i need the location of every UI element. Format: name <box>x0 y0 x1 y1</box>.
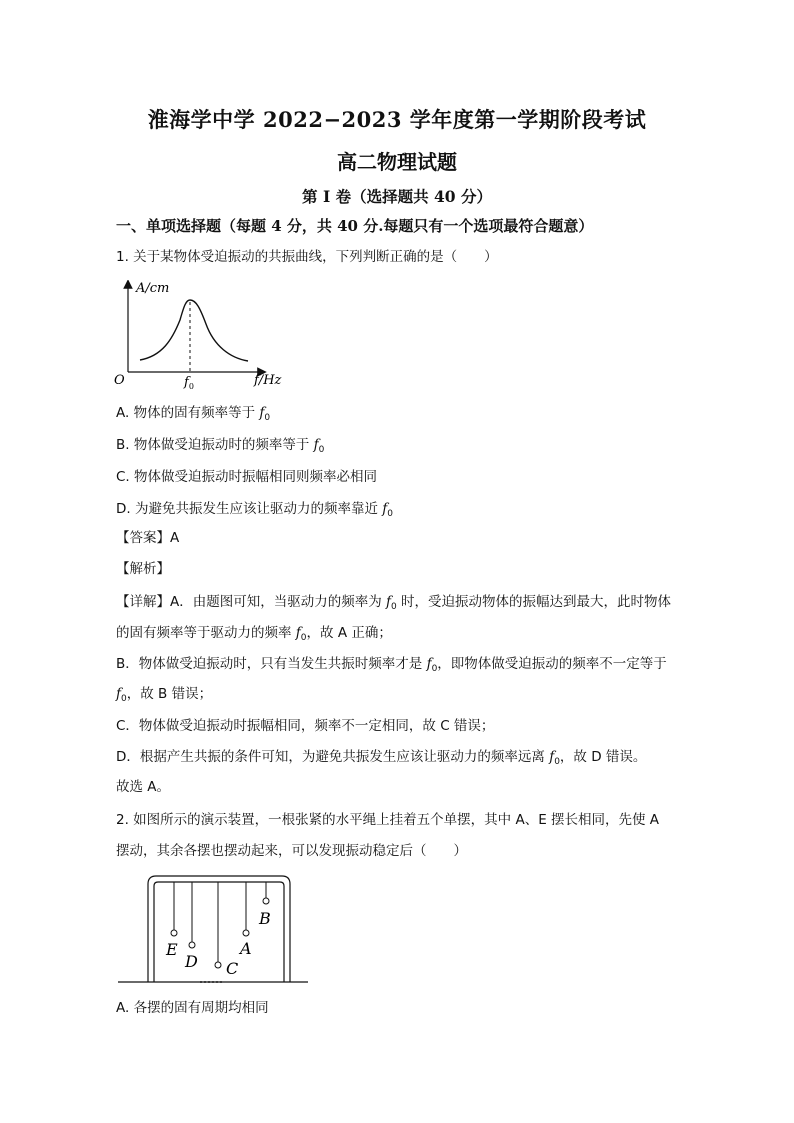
q1-detail-line-1: 【详解】A．由题图可知，当驱动力的频率为 $f_0$ 时，受迫振动物体的振幅达到最大，此时物体 <box>116 594 672 612</box>
q1-stem: 1. 关于某物体受迫振动的共振曲线，下列判断正确的是（ ） <box>116 249 498 265</box>
y-axis-label: A/cm <box>136 281 170 296</box>
pendulum-apparatus-figure <box>114 870 314 990</box>
resonance-curve-figure <box>112 280 282 392</box>
exam-title: 淮海学中学 2022−2023 学年度第一学期阶段考试 <box>147 107 647 132</box>
q2-stem-line-1: 2. 如图所示的演示装置，一根张紧的水平绳上挂着五个单摆，其中 A、E 摆长相同，先使 A <box>116 812 660 828</box>
x-axis-label: f/Hz <box>254 373 282 388</box>
origin-label: O <box>114 373 125 388</box>
pendulum-e-label: E <box>166 940 178 959</box>
pendulum-b-bob <box>263 898 269 904</box>
q1-option-a[interactable]: A. 物体的固有频率等于 $f_0$ <box>116 405 271 423</box>
exam-subtitle: 高二物理试题 <box>337 150 457 174</box>
q1-detail-line-5: C．物体做受迫振动时振幅相同，频率不一定相同，故 C 错误； <box>116 718 495 734</box>
q1-detail-line-6: D．根据产生共振的条件可知，为避免共振发生应该让驱动力的频率远离 $f_0$，故 D 错误。 <box>116 749 647 767</box>
q1-option-c[interactable]: C. 物体做受迫振动时振幅相同则频率必相同 <box>116 469 378 485</box>
q1-answer: 【答案】A <box>116 530 180 546</box>
q1-detail-line-2: 的固有频率等于驱动力的频率 $f_0$，故 A 正确； <box>116 625 392 643</box>
pendulum-e-bob <box>171 930 177 936</box>
pendulum-a-label: A <box>240 939 252 958</box>
q1-detail-line-7: 故选 A。 <box>116 779 171 795</box>
q1-option-b[interactable]: B. 物体做受迫振动时的频率等于 $f_0$ <box>116 437 325 455</box>
q1-option-d[interactable]: D. 为避免共振发生应该让驱动力的频率靠近 $f_0$ <box>116 501 394 519</box>
section-heading: 一、单项选择题（每题 4 分，共 40 分.每题只有一个选项最符合题意） <box>116 217 594 235</box>
q1-analysis-label: 【解析】 <box>116 561 170 577</box>
q2-option-a[interactable]: A. 各摆的固有周期均相同 <box>116 1000 269 1016</box>
pendulum-c-label: C <box>226 959 239 978</box>
q2-stem-line-2: 摆动，其余各摆也摆动起来，可以发现振动稳定后（ ） <box>116 843 467 859</box>
pendulum-d-label: D <box>185 952 198 971</box>
pendulum-d-bob <box>189 942 195 948</box>
q1-detail-line-3: B．物体做受迫振动时，只有当发生共振时频率才是 $f_0$，即物体做受迫振动的频率不一定等于 <box>116 656 667 674</box>
pendulum-b-label: B <box>259 909 271 928</box>
peak-freq-label: $f_0$ <box>184 375 194 391</box>
volume-heading: 第 I 卷（选择题共 40 分） <box>302 187 492 206</box>
pendulum-a-bob <box>243 930 249 936</box>
resonance-curve <box>140 300 248 361</box>
pendulum-c-bob <box>215 962 221 968</box>
q1-detail-line-4: $f_0$，故 B 错误； <box>116 686 213 704</box>
